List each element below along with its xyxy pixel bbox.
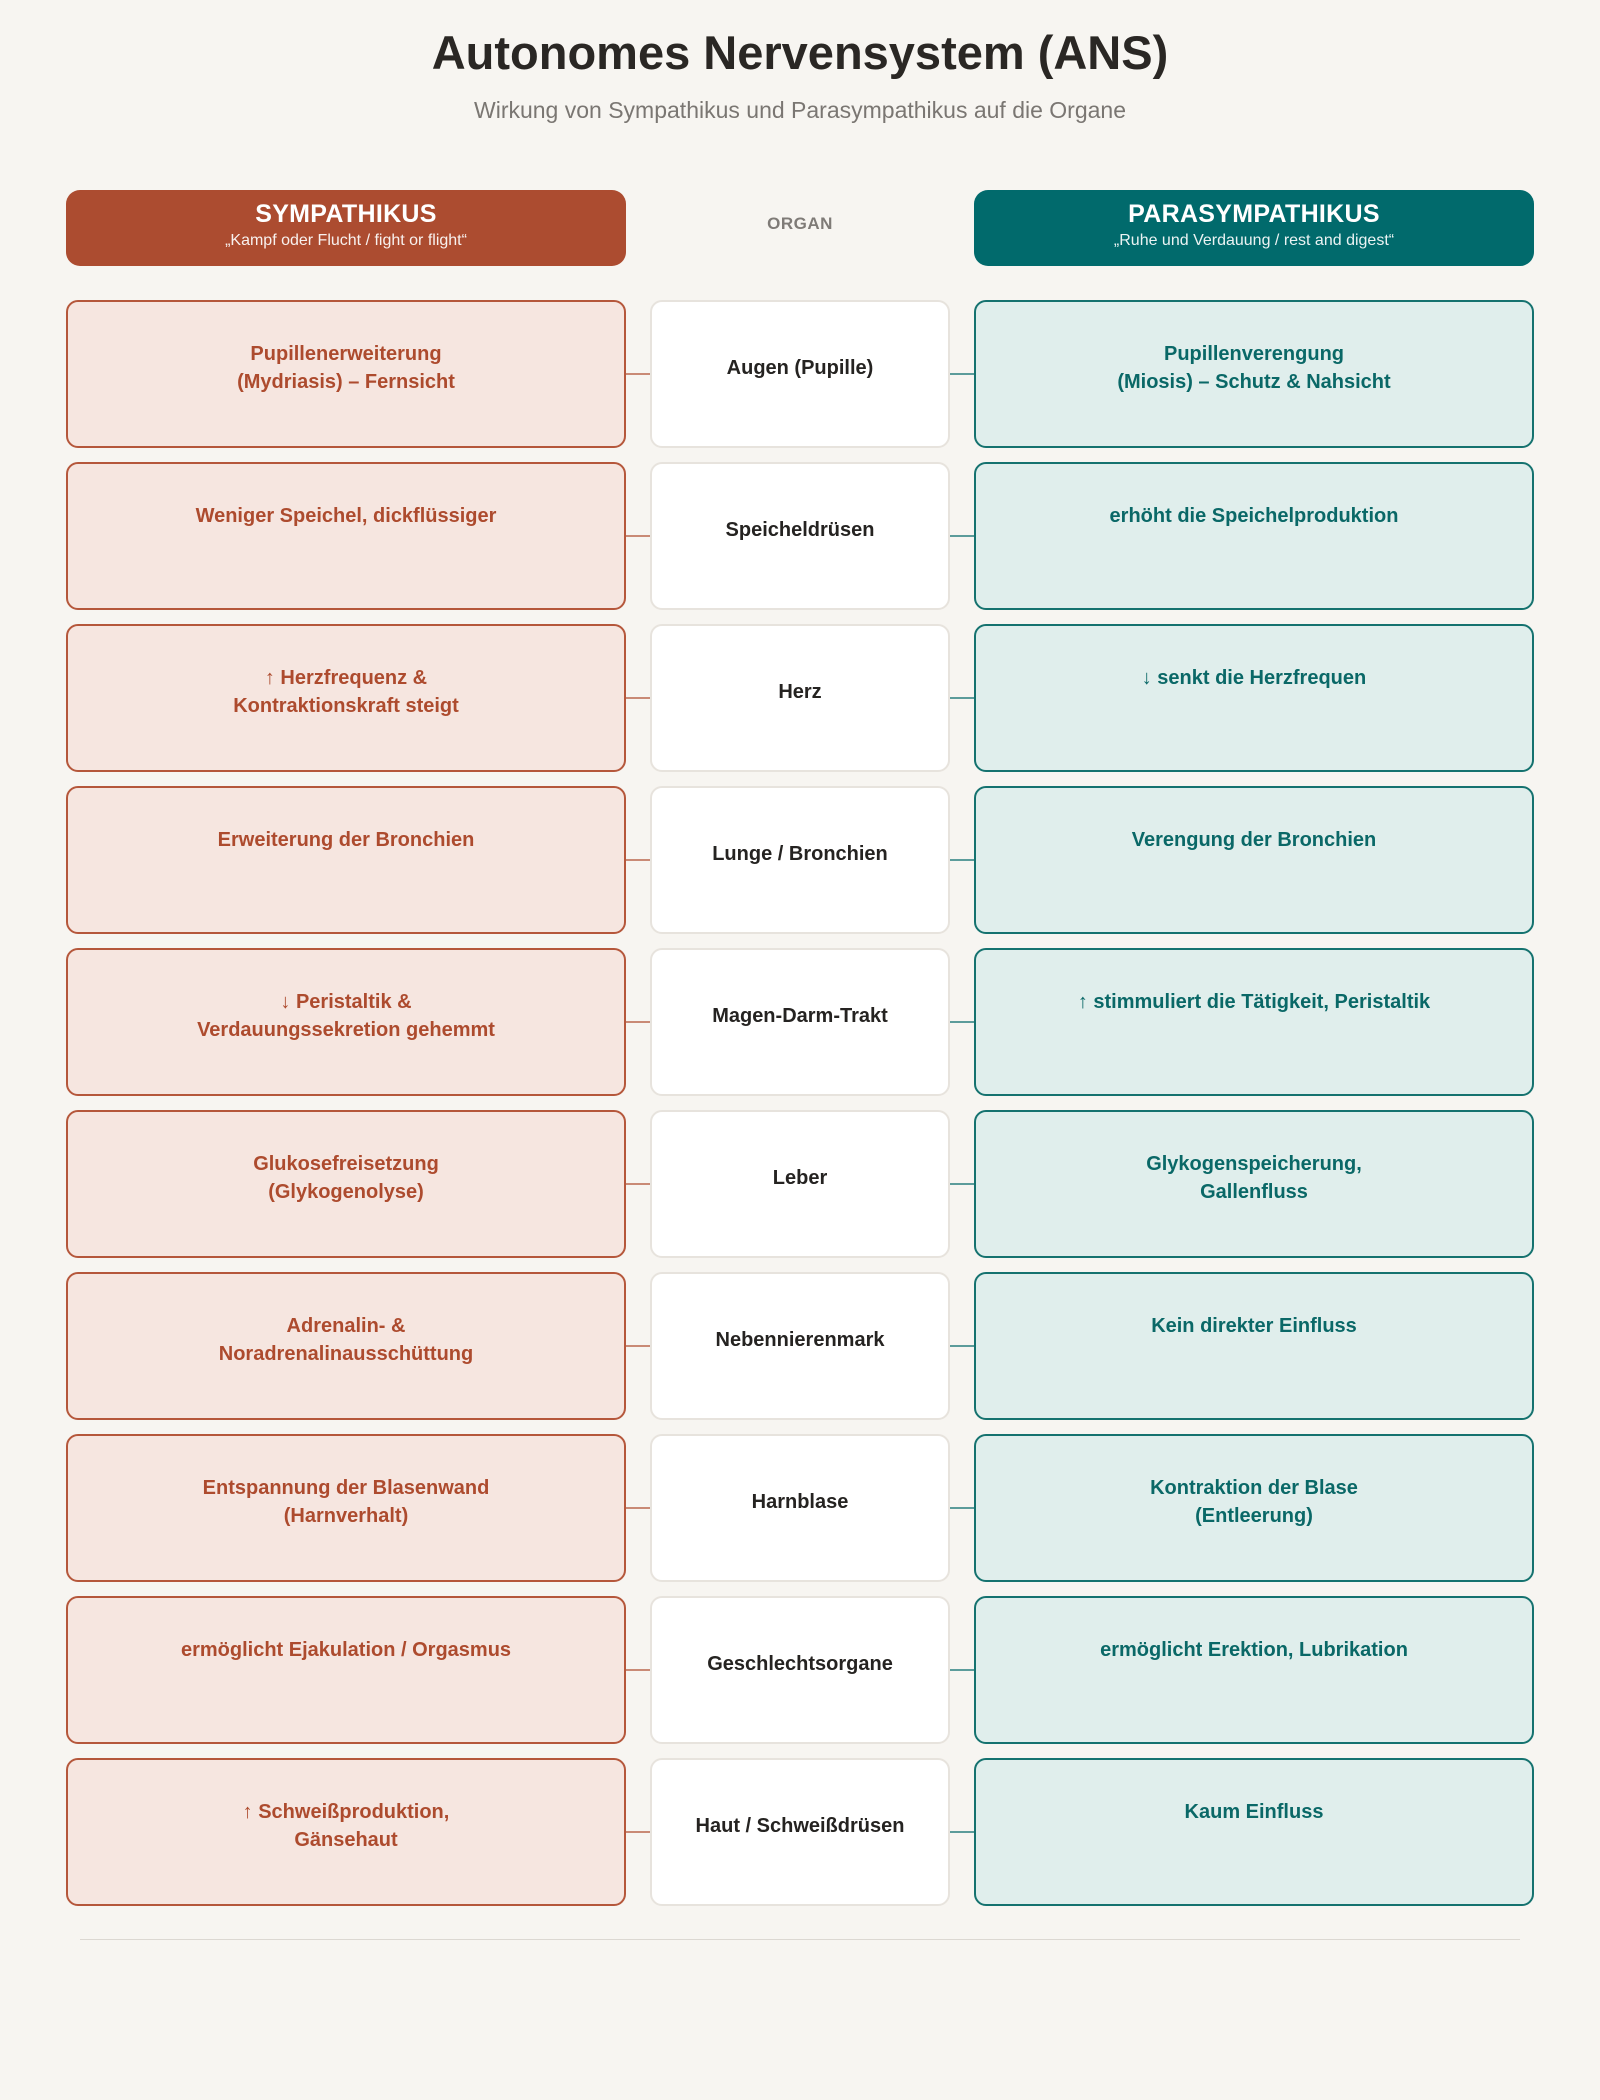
- organ-row: [0, 1758, 1600, 1906]
- connector-line-right: [950, 1345, 974, 1347]
- parasympathikus-effect-line: Kontraktion der Blase: [1150, 1477, 1358, 1499]
- connector-line-right: [950, 373, 974, 375]
- connector-line-left: [626, 1669, 650, 1671]
- parasympathikus-effect: [974, 1272, 1534, 1420]
- parasympathikus-effect-line: Kaum Einfluss: [1184, 1801, 1324, 1823]
- sympathikus-effect-line: (Harnverhalt): [283, 1505, 409, 1527]
- sympathikus-effect-line: Verdauungssekretion gehemmt: [197, 1019, 495, 1041]
- sympathikus-effect-line: ↑ Schweißproduktion,: [242, 1801, 450, 1823]
- connector-line-right: [950, 1669, 974, 1671]
- organ-row: [0, 462, 1600, 610]
- sympathikus-effect-line: ↓ Peristaltik &: [280, 991, 412, 1013]
- parasympathikus-effect: [974, 1596, 1534, 1744]
- parasympathikus-effect: [974, 1434, 1534, 1582]
- sympathikus-effect-line: Erweiterung der Bronchien: [217, 829, 475, 851]
- parasympathikus-effect-line: (Entleerung): [1195, 1505, 1313, 1527]
- sympathikus-header-title: SYMPATHIKUS: [255, 200, 437, 228]
- sympathikus-effect: [66, 1596, 626, 1744]
- parasympathikus-effect: [974, 1758, 1534, 1906]
- organ-name: Haut / Schweißdrüsen: [650, 1758, 950, 1906]
- connector-line-right: [950, 1831, 974, 1833]
- sympathikus-header: [66, 190, 626, 266]
- sympathikus-effect-line: Adrenalin- &: [286, 1315, 406, 1337]
- sympathikus-effect: [66, 1110, 626, 1258]
- parasympathikus-effect-line: Glykogenspeicherung,: [1146, 1153, 1362, 1175]
- sympathikus-effect: [66, 1758, 626, 1906]
- organ-row: [0, 1596, 1600, 1744]
- page-subtitle: Wirkung von Sympathikus und Parasympathikus auf die Organe: [474, 97, 1126, 123]
- organ-row: [0, 1110, 1600, 1258]
- organ-row: [0, 948, 1600, 1096]
- connector-line-left: [626, 1345, 650, 1347]
- parasympathikus-effect: [974, 462, 1534, 610]
- connector-line-right: [950, 1183, 974, 1185]
- connector-line-right: [950, 1021, 974, 1023]
- organ-name: Augen (Pupille): [650, 300, 950, 448]
- organ-name: Magen-Darm-Trakt: [650, 948, 950, 1096]
- parasympathikus-effect: [974, 1110, 1534, 1258]
- parasympathikus-effect-line: (Miosis) – Schutz & Nahsicht: [1117, 371, 1391, 393]
- parasympathikus-effect: [974, 948, 1534, 1096]
- sympathikus-effect-line: Pupillenerweiterung: [250, 343, 442, 365]
- sympathikus-effect-line: ermöglicht Ejakulation / Orgasmus: [180, 1639, 512, 1661]
- parasympathikus-header-title: PARASYMPATHIKUS: [1128, 200, 1380, 228]
- organ-row: [0, 786, 1600, 934]
- parasympathikus-header-subtitle: „Ruhe und Verdauung / rest and digest“: [1113, 232, 1395, 249]
- parasympathikus-effect-line: Kein direkter Einfluss: [1151, 1315, 1357, 1337]
- footer-divider: [80, 1939, 1520, 1940]
- sympathikus-header-subtitle: „Kampf oder Flucht / fight or flight“: [225, 232, 467, 249]
- sympathikus-effect-line: Kontraktionskraft steigt: [233, 695, 459, 717]
- sympathikus-effect-line: Glukosefreisetzung: [253, 1153, 439, 1175]
- sympathikus-effect: [66, 1272, 626, 1420]
- organ-row: [0, 300, 1600, 448]
- organ-row: [0, 624, 1600, 772]
- connector-line-left: [626, 373, 650, 375]
- connector-line-right: [950, 535, 974, 537]
- organ-name: Speicheldrüsen: [650, 462, 950, 610]
- parasympathikus-effect-line: Gallenfluss: [1200, 1181, 1308, 1203]
- connector-line-left: [626, 1021, 650, 1023]
- sympathikus-effect: [66, 948, 626, 1096]
- parasympathikus-effect-line: ↓ senkt die Herzfrequen: [1141, 667, 1367, 689]
- page-title: Autonomes Nervensystem (ANS): [431, 26, 1169, 79]
- connector-line-left: [626, 1183, 650, 1185]
- parasympathikus-effect: [974, 624, 1534, 772]
- sympathikus-effect-line: Entspannung der Blasenwand: [202, 1477, 490, 1499]
- sympathikus-effect-line: (Mydriasis) – Fernsicht: [237, 371, 455, 393]
- sympathikus-effect-line: ↑ Herzfrequenz &: [264, 667, 428, 689]
- connector-line-left: [626, 1831, 650, 1833]
- parasympathikus-effect: [974, 786, 1534, 934]
- sympathikus-effect: [66, 786, 626, 934]
- parasympathikus-effect-line: Verengung der Bronchien: [1131, 829, 1377, 851]
- sympathikus-effect-line: (Glykogenolyse): [268, 1181, 424, 1203]
- parasympathikus-effect-line: ↑ stimmuliert die Tätigkeit, Peristaltik: [1077, 991, 1431, 1013]
- organ-name: Leber: [650, 1110, 950, 1258]
- sympathikus-effect: [66, 300, 626, 448]
- organ-name: Harnblase: [650, 1434, 950, 1582]
- parasympathikus-effect-line: ermöglicht Erektion, Lubrikation: [1100, 1639, 1408, 1661]
- parasympathikus-effect-line: erhöht die Speichelproduktion: [1109, 505, 1399, 527]
- organ-row: [0, 1272, 1600, 1420]
- organ-name: Nebennierenmark: [650, 1272, 950, 1420]
- connector-line-left: [626, 1507, 650, 1509]
- organ-name: Geschlechtsorgane: [650, 1596, 950, 1744]
- sympathikus-effect-line: Gänsehaut: [294, 1829, 398, 1851]
- parasympathikus-header: [974, 190, 1534, 266]
- organ-row: [0, 1434, 1600, 1582]
- organ-column-header: ORGAN: [767, 214, 833, 233]
- connector-line-left: [626, 859, 650, 861]
- connector-line-right: [950, 1507, 974, 1509]
- connector-line-right: [950, 859, 974, 861]
- organ-name: Lunge / Bronchien: [650, 786, 950, 934]
- parasympathikus-effect: [974, 300, 1534, 448]
- parasympathikus-effect-line: Pupillenverengung: [1163, 343, 1345, 365]
- connector-line-left: [626, 535, 650, 537]
- organ-name: Herz: [650, 624, 950, 772]
- sympathikus-effect: [66, 462, 626, 610]
- sympathikus-effect: [66, 1434, 626, 1582]
- connector-line-left: [626, 697, 650, 699]
- sympathikus-effect-line: Weniger Speichel, dickflüssiger: [195, 505, 497, 527]
- sympathikus-effect-line: Noradrenalinausschüttung: [218, 1343, 474, 1365]
- connector-line-right: [950, 697, 974, 699]
- sympathikus-effect: [66, 624, 626, 772]
